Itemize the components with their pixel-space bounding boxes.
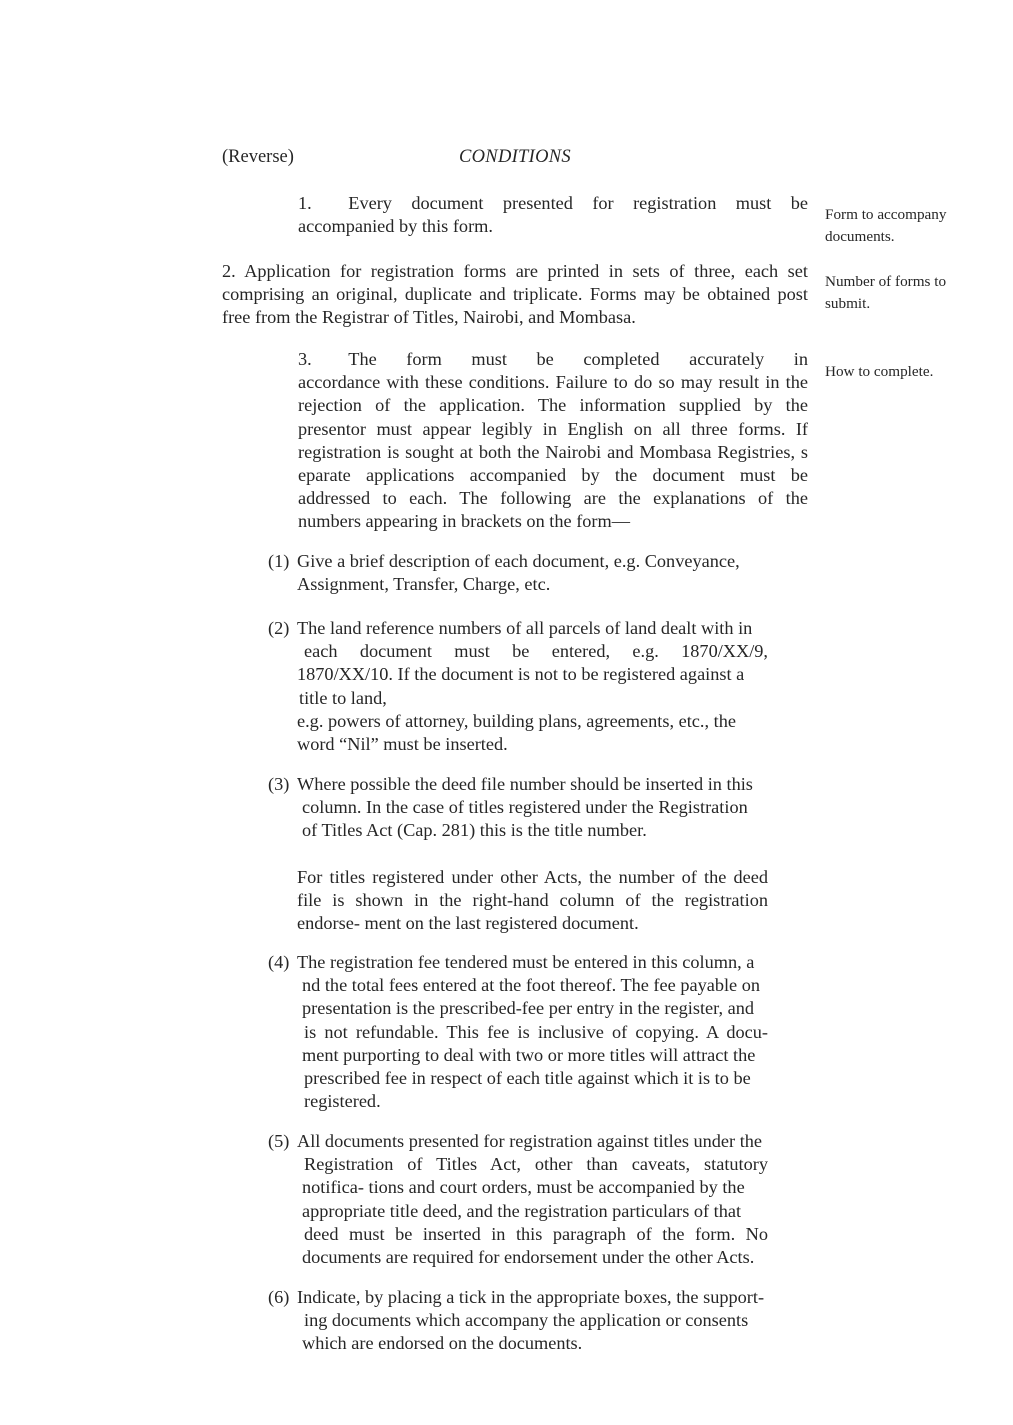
- list-item-text: nd the total fees entered at the foot thereof. The fee payable on: [302, 975, 761, 996]
- paragraph-2-line: comprising an original, duplicate and triplicate. Forms may be obtained post: [222, 284, 808, 305]
- list-item-text: The land reference numbers of all parcels of land dealt with in: [297, 618, 753, 638]
- paragraph-3: [298, 348, 808, 534]
- list-item-text: deed must be inserted in this paragraph of the form. No: [304, 1223, 768, 1244]
- list-item-text: registered.: [304, 1091, 381, 1112]
- page-title: CONDITIONS: [459, 147, 571, 167]
- list-item-text: file is shown in the right-hand column of the registration: [297, 889, 768, 910]
- list-item-first-line: [268, 951, 768, 974]
- list-item-text: All documents presented for registration against titles under the: [297, 1131, 763, 1151]
- list-item-marker: (4): [268, 952, 290, 972]
- list-item-first-line: [268, 617, 768, 640]
- list-item-text: The registration fee tendered must be entered in this column, a: [297, 952, 755, 972]
- list-item-subparagraph: [297, 866, 768, 936]
- margin-note: [825, 271, 975, 315]
- paragraph-1: [298, 192, 808, 238]
- paragraph-2: [222, 260, 808, 330]
- page-header: [222, 145, 822, 171]
- paragraph-3-line: presentor must appear legibly in English on all three forms. If: [298, 418, 808, 439]
- paragraph-3-line: rejection of the application. The information supplied by the: [298, 395, 808, 416]
- list-item-text: which are endorsed on the documents.: [302, 1333, 583, 1354]
- list-item-first-line: [268, 1286, 768, 1309]
- list-item-text: of Titles Act (Cap. 281) this is the title number.: [302, 820, 647, 841]
- paragraph-3-line: registration is sought at both the Nairobi and Mombasa Registries, s: [298, 441, 808, 462]
- paragraph-3-line: 3. The form must be completed accurately in: [298, 349, 808, 369]
- list-item-text: word “Nil” must be inserted.: [297, 734, 508, 755]
- reverse-label: (Reverse): [222, 147, 294, 167]
- margin-note: [825, 361, 975, 383]
- paragraph-2-line: free from the Registrar of Titles, Nairobi, and Mombasa.: [222, 307, 636, 328]
- margin-note-line: submit.: [825, 295, 871, 312]
- list-item-text: endorse- ment on the last registered document.: [297, 913, 639, 934]
- list-item-text: Indicate, by placing a tick in the appropriate boxes, the support-: [297, 1287, 765, 1307]
- list-item-text: Give a brief description of each document, e.g. Conveyance,: [297, 551, 740, 571]
- list-item: [268, 1286, 768, 1356]
- list-item-text: Assignment, Transfer, Charge, etc.: [297, 574, 551, 595]
- list-item: [268, 617, 768, 756]
- list-item: [268, 773, 768, 935]
- list-item-text: ing documents which accompany the application or consents: [304, 1310, 749, 1331]
- margin-note-line: Number of forms to: [825, 273, 947, 290]
- list-item-first-line: [268, 773, 768, 796]
- list-item-first-line: [268, 550, 768, 573]
- paragraph-3-line: addressed to each. The following are the explanations of the: [298, 488, 808, 509]
- list-item-text: each document must be entered, e.g. 1870/XX/9,: [304, 641, 768, 662]
- list-item-text: 1870/XX/10. If the document is not to be registered against a: [297, 664, 745, 685]
- margin-note-line: documents.: [825, 228, 895, 245]
- list-item-marker: (2): [268, 618, 290, 638]
- paragraph-3-line: numbers appearing in brackets on the form—: [298, 511, 631, 532]
- margin-note-line: Form to accompany: [825, 206, 947, 223]
- list-item-first-line: [268, 1130, 768, 1153]
- list-item-text: column. In the case of titles registered under the Registration: [302, 797, 748, 818]
- list-item-text: title to land,: [299, 687, 387, 708]
- list-item-marker: (5): [268, 1131, 290, 1151]
- list-item: [268, 550, 768, 596]
- list-item-text: For titles registered under other Acts, the number of the deed: [297, 866, 768, 887]
- list-item-marker: (3): [268, 774, 290, 794]
- list-item: [268, 1130, 768, 1269]
- margin-note-line: How to complete.: [825, 363, 934, 380]
- list-item-text: ment purporting to deal with two or more titles will attract the: [302, 1044, 756, 1065]
- list-item-text: prescribed fee in respect of each title against which it is to be: [304, 1068, 751, 1089]
- list-item-text: notifica- tions and court orders, must be accompanied by the: [302, 1177, 745, 1198]
- paragraph-2-line: 2. Application for registration forms are printed in sets of three, each set: [222, 261, 808, 281]
- list-item-text: is not refundable. This fee is inclusive of copying. A docu-: [304, 1021, 768, 1042]
- list-item-marker: (6): [268, 1287, 290, 1307]
- list-item-text: documents are required for endorsement under the other Acts.: [302, 1247, 755, 1268]
- margin-note: [825, 204, 975, 248]
- list-item-text: presentation is the prescribed-fee per entry in the register, and: [302, 998, 755, 1019]
- list-item: [268, 951, 768, 1113]
- paragraph-1-line: 1. Every document presented for registration must be: [298, 193, 808, 213]
- list-item-text: e.g. powers of attorney, building plans, agreements, etc., the: [297, 710, 736, 731]
- paragraph-3-line: accordance with these conditions. Failure to do so may result in the: [298, 372, 808, 393]
- paragraph-1-line: accompanied by this form.: [298, 216, 493, 237]
- list-item-marker: (1): [268, 551, 290, 571]
- list-item-text: Registration of Titles Act, other than caveats, statutory: [304, 1154, 768, 1175]
- paragraph-3-line: eparate applications accompanied by the document must be: [298, 465, 808, 486]
- list-item-text: appropriate title deed, and the registration particulars of that: [302, 1200, 742, 1221]
- list-item-text: Where possible the deed file number should be inserted in this: [297, 774, 753, 794]
